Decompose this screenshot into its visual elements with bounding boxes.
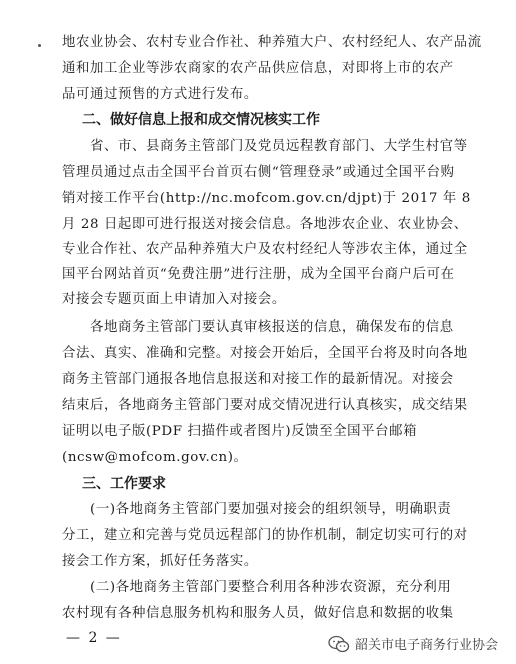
text-line: 国平台网站首页“免费注册”进行注册，成为全国平台商户后可在 <box>62 267 455 282</box>
watermark <box>324 632 502 655</box>
text-line: (ncsw@mofcom.gov.cn)。 <box>62 450 248 465</box>
watermark-text: 韶关市电子商务行业协会 <box>354 638 498 653</box>
text-line: 接会工作方案，抓好任务落实。 <box>62 554 258 569</box>
text-line: 商务主管部门通报各地信息报送和对接工作的最新情况。对接会 <box>62 372 454 387</box>
text-line: 证明以电子版(PDF 扫描件或者图片)反馈至全国平台邮箱 <box>62 424 418 439</box>
text-line: 品可通过预售的方式进行发布。 <box>62 87 258 102</box>
text-line: 地农业协会、农村专业合作社、种养殖大户、农村经纪人、农产品流 <box>62 35 482 50</box>
text-line: 月 28 日起即可进行报送对接会信息。各地涉农企业、农业协会、 <box>62 217 468 232</box>
text-line: 分工，建立和完善与党员远程部门的协作机制，制定切实可行的对 <box>62 528 468 543</box>
section-heading-3: 三、工作要求 <box>82 476 166 492</box>
text-line: 管理员通过点击全国平台首页右侧“管理登录”或通过全国平台购 <box>62 165 455 180</box>
text-line: 省、市、县商务主管部门及党员远程教育部门、大学生村官等 <box>90 139 468 154</box>
text-line: 对接会专题页面上申请加入对接会。 <box>62 292 286 307</box>
text-line: 各地商务主管部门要认真审核报送的信息，确保发布的信息 <box>90 320 454 335</box>
text-line: 销对接工作平台(http://nc.mofcom.gov.cn/djpt)于 2017 年 8 <box>62 191 471 206</box>
text-line: 结束后，各地商务主管部门要对成交情况进行认真核实，成交结果 <box>62 398 468 413</box>
text-line: 通和加工企业等涉农商家的农产品供应信息，对即将上市的农产 <box>62 61 454 76</box>
text-line: (二)各地商务主管部门要整合利用各种涉农资源，充分利用 <box>90 580 452 595</box>
wechat-icon <box>328 635 350 653</box>
text-line: 专业合作社、农产品种养殖大户及农村经纪人等涉农主体，通过全 <box>62 242 468 257</box>
page-number: — 2 — <box>66 630 122 646</box>
text-line: (一)各地商务主管部门要加强对接会的组织领导，明确职责 <box>90 502 452 517</box>
section-heading-2: 二、做好信息上报和成交情况核实工作 <box>82 112 320 128</box>
text-line: 合法、真实、准确和完整。对接会开始后，全国平台将及时向各地 <box>62 346 468 361</box>
text-line: 农村现有各种信息服务机构和服务人员，做好信息和数据的收集 <box>62 606 454 621</box>
margin-dot <box>38 44 41 47</box>
